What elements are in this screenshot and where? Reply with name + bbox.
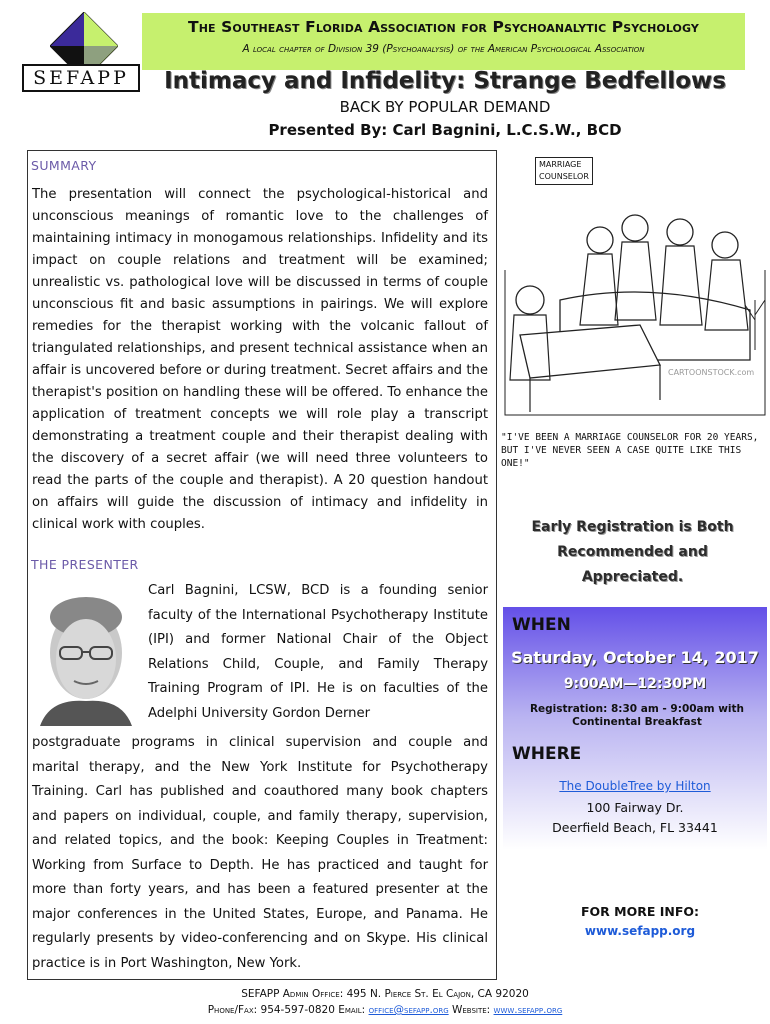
event-tagline: BACK BY POPULAR DEMAND [339,98,551,116]
footer-website-link[interactable]: www.sefapp.org [493,1004,563,1016]
early-registration-line2: Recommended and Appreciated. [557,544,708,585]
presenter-bio-bottom: postgraduate programs in clinical supervision and couple and marital therapy, and the New York Institute for Psychotherapy Training. Carl has published and coauthored many book chapters and papers on individual, couple, and family therapy, supervision, and related topics, and the book: Keeping Couples in Treatment: Working from Surface to Depth. He has practiced and taught for more than forty years, and has been a featured presenter at the major conferences in the United States, Europe, and Panama. He regularly presents by video-conferencing and on Skype. His clinical practice is in Port Washington, New York. [32,735,488,971]
early-registration-note [505,515,760,590]
summary-text: The presentation will connect the psychological-historical and unconscious meanings of romantic love to the challenges of maintaining intimacy in monogamous relationships. Infidelity and its impact on couple relations and treatment will be examined; unrealistic vs. pathological love will be discussed in terms of couple unconscious fit and basic assumptions in pairings. We will explore remedies for the therapist working with the volcanic fallout of triangulated relationships, and present technical assistance when an affair is uncovered before or during treatment. Secret affairs and the therapist's position on handling these will be offered. To enhance the application of treatment concepts we will role play a transcript demonstrating a treatment couple and their therapist dealing with the discovery of a secret affair (we will need three volunteers to read the parts of the couple and therapist). A 20 question handout on affairs will guide the discussion of intimacy and infidelity in clinical work with couples. [32,187,488,532]
more-info-label: FOR MORE INFO: [581,904,699,919]
sefapp-logo [12,12,140,100]
event-time: 9:00AM—12:30PM [563,676,707,692]
presenter-bio-top: Carl Bagnini, LCSW, BCD is a founding senior faculty of the International Psychotherapy Institute (IPI) and former National Chair of the Object Relations Child, Couple, and Family Therapy Training Program of IPI. He is on faculties of the Adelphi University Gordon Derner [148,583,488,721]
more-info-link[interactable]: www.sefapp.org [584,924,696,938]
event-title: Intimacy and Infidelity: Strange Bedfellows [164,68,726,94]
summary-heading: SUMMARY [31,158,97,173]
presenter-photo [30,583,142,726]
org-subtitle: A local chapter of Division 39 (Psychoanalysis) of the American Psychological Association [242,43,645,55]
event-date: Saturday, October 14, 2017 [511,648,759,667]
footer-contact [0,1004,770,1016]
presenter-heading: THE PRESENTER [31,557,139,572]
registration-time: Registration: 8:30 am - 9:00am with Continental Breakfast [529,703,745,728]
event-presenter-line: Presented By: Carl Bagnini, L.C.S.W., BCD [268,121,622,139]
early-registration-line1: Early Registration is Both [531,519,734,535]
cartoon-watermark: CARTOONSTOCK.com [668,368,755,377]
header-band [142,13,745,70]
footer-website-label: Website: [451,1004,491,1016]
venue-city: Deerfield Beach, FL 33441 [552,820,718,835]
cartoon-sign: MARRIAGE COUNSELOR [535,157,593,185]
marriage-counselor-cartoon [500,150,770,430]
venue-name-link[interactable]: The DoubleTree by Hilton [559,779,711,793]
when-heading: WHEN [512,615,571,635]
footer-email-link[interactable]: office@sefapp.org [368,1004,449,1016]
footer-admin-office: SEFAPP Admin Office: 495 N. Pierce St. El Cajon, CA 92020 [241,988,529,1000]
logo-text: SEFAPP [22,64,140,92]
footer-phone: Phone/Fax: 954-597-0820 Email: [207,1004,366,1016]
venue-street: 100 Fairway Dr. [586,800,684,815]
where-heading: WHERE [512,744,582,764]
cartoon-caption: "I'VE BEEN A MARRIAGE COUNSELOR FOR 20 YEARS, BUT I'VE NEVER SEEN A CASE QUITE LIKE THIS ONE!" [501,432,759,469]
org-title: The Southeast Florida Association for Psychoanalytic Psychology [188,18,699,36]
